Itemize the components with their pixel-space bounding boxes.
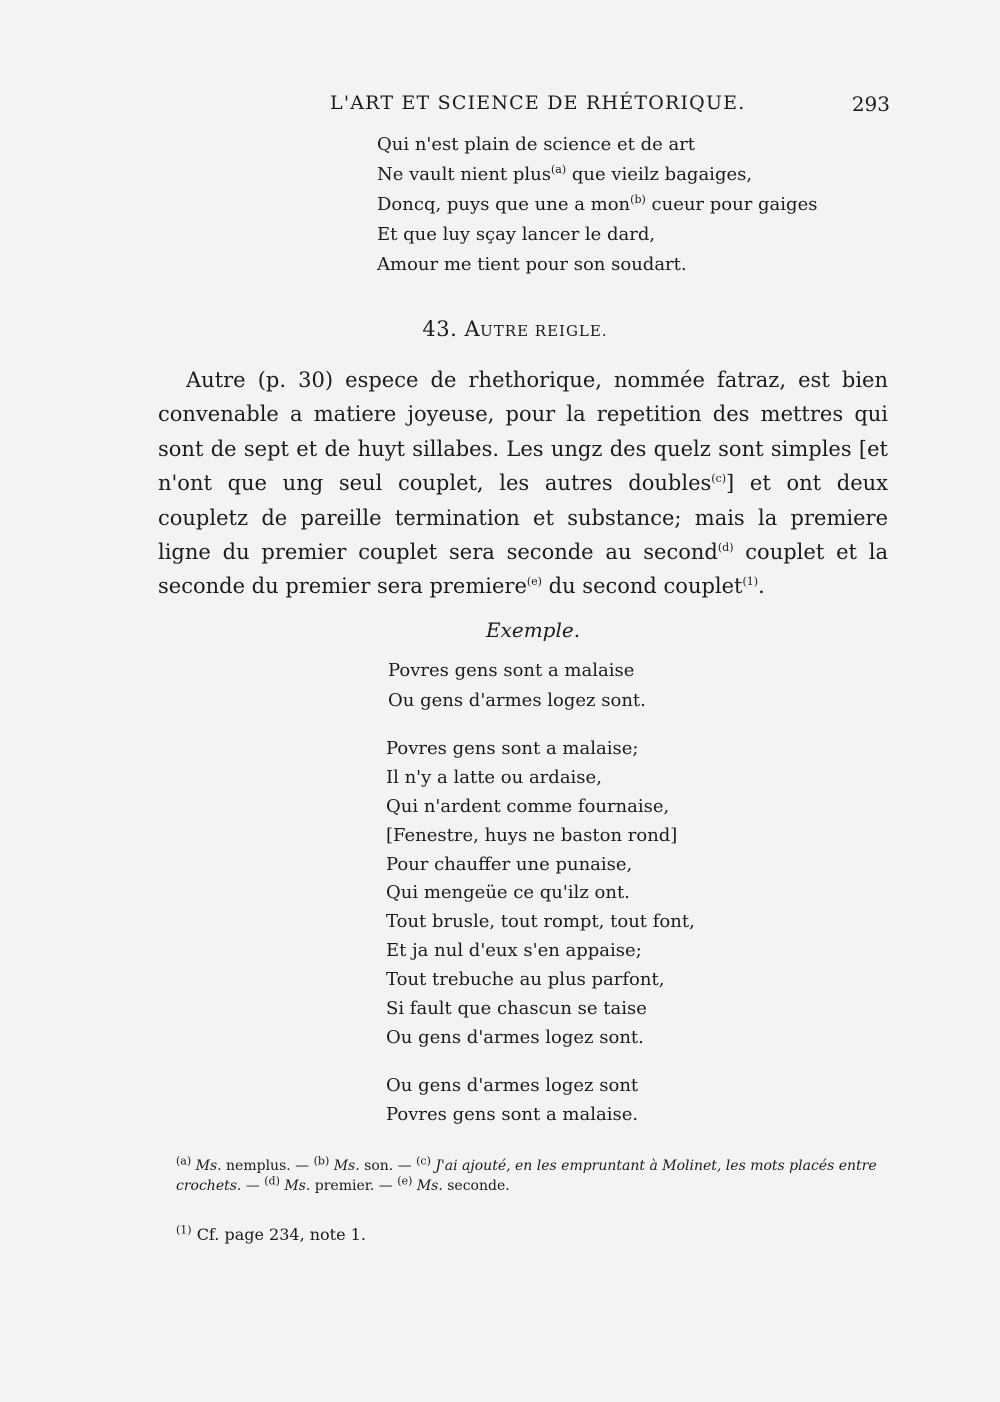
verse-line: Ou gens d'armes logez sont. <box>386 1027 644 1048</box>
verse-line: Ne vault nient plus$^{(a)}$ que vieilz bagaiges, <box>377 163 753 185</box>
verse-line: Tout brusle, tout rompt, tout font, <box>386 911 695 932</box>
verse-line: Ou gens d'armes logez sont. <box>388 690 646 711</box>
footnote-mark-1: (1) <box>742 575 759 589</box>
verse-line: Et ja nul d'eux s'en appaise; <box>386 940 642 961</box>
verse-line: Povres gens sont a malaise; <box>386 738 639 759</box>
page-header <box>160 92 890 122</box>
verse-line: Povres gens sont a malaise. <box>386 1104 639 1125</box>
footnote-mark-e: (e) <box>526 575 542 589</box>
verse-line: Si fault que chascun se taise <box>386 998 647 1019</box>
verse-line: Tout trebuche au plus parfont, <box>386 969 665 990</box>
verse-line: Qui n'ardent comme fournaise, <box>386 796 670 817</box>
page-number: 293 <box>851 92 890 116</box>
verse-line: [Fenestre, huys ne baston rond] <box>386 825 678 846</box>
verse-line: Ou gens d'armes logez sont <box>386 1075 639 1096</box>
prose-paragraph: Autre (p. 30) espece de rhethorique, nommée fatraz, est bien convenable a matiere joyeuse, pour la repetition des mettres qui sont de sept et de huyt sillabes. Les ungz des quelz sont simples [et n'ont que ung seul couplet, les autres doubles$^{(c)}$] et ont deux coupletz de pareille termination et substance; mais la premiere ligne du premier couplet sera seconde au second$^{(d)}$ couplet et la seconde du premier sera premiere$^{(e)}$ du second couplet$^{(1)}$. <box>158 368 889 599</box>
exemple-label: Exemple. <box>486 618 581 642</box>
verse-line: Pour chauffer une punaise, <box>386 854 633 875</box>
verse-line: Il n'y a latte ou ardaise, <box>386 767 602 788</box>
verse-line: Qui n'est plain de science et de art <box>377 134 696 155</box>
verse-line: Povres gens sont a malaise <box>388 660 635 681</box>
verse-line: Doncq, puys que une a mon$^{(b)}$ cueur pour gaiges <box>377 193 818 215</box>
footnote-mark-d: (d) <box>717 541 734 555</box>
footnote-mark-b: (b) <box>630 193 646 206</box>
running-title: L'ART ET SCIENCE DE RHÉTORIQUE. <box>330 92 746 114</box>
footnotes: $^{(a)}$ Ms. nemplus. — $^{(b)}$ Ms. son. — $^{(c)}$ J'ai ajouté, en les empruntant à Molinet, les mots placés entre crochets. — $^{(d)}$ Ms. premier. — $^{(e)}$ Ms. seconde. <box>176 1154 877 1194</box>
endnote: $^{(1)}$ Cf. page 234, note 1. <box>176 1223 366 1244</box>
verse-line: Qui mengeüe ce qu'ilz ont. <box>386 882 630 903</box>
section-heading: 43. AUTRE REIGLE. <box>422 317 608 341</box>
footnote-mark-c: (c) <box>711 472 727 486</box>
verse-line: Et que luy sçay lancer le dard, <box>377 224 656 245</box>
verse-line: Amour me tient pour son soudart. <box>377 254 687 275</box>
footnote-mark-a: (a) <box>551 163 567 176</box>
